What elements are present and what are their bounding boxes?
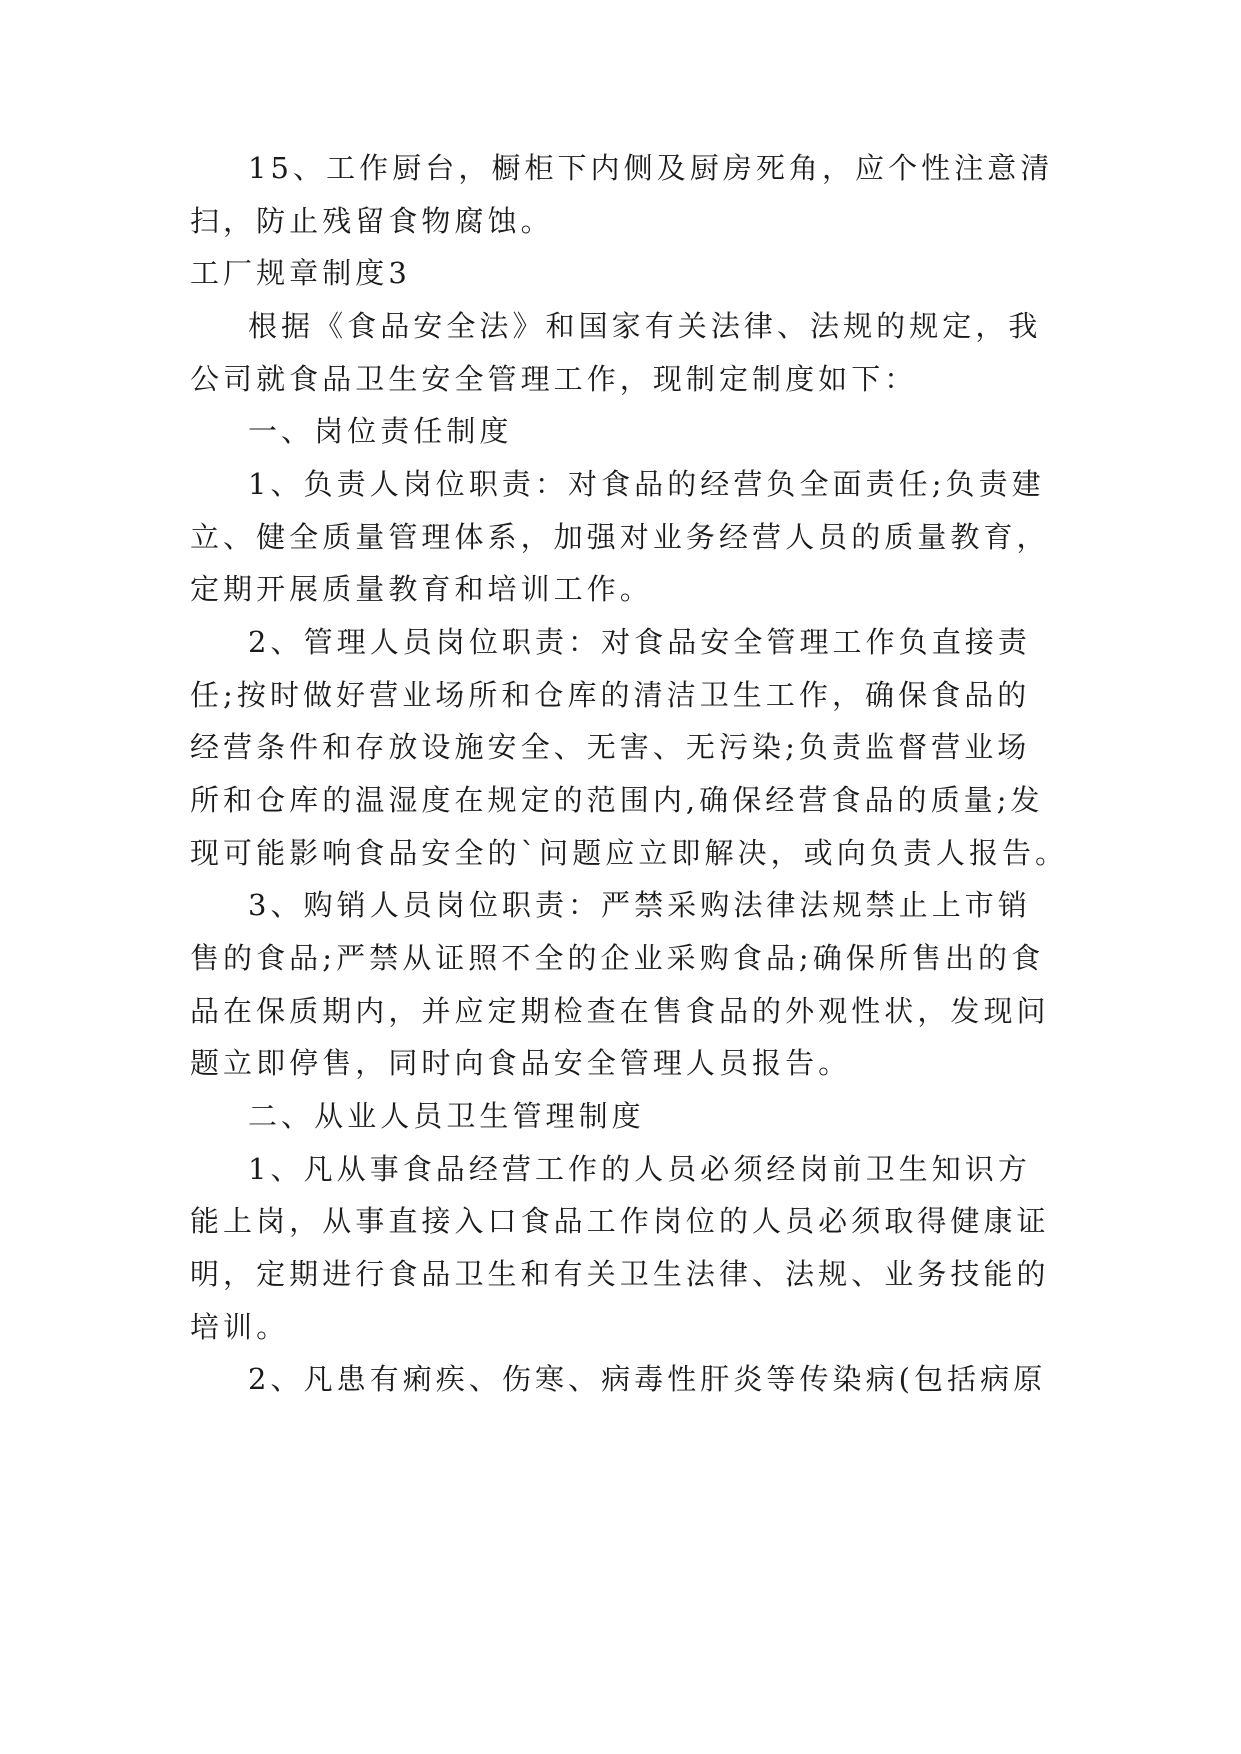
paragraph-line: 经营条件和存放设施安全、无害、无污染;负责监督营业场: [190, 730, 1031, 764]
paragraph-line: 3、购销人员岗位职责：严禁采购法律法规禁止上市销: [248, 888, 1031, 922]
section-heading: 工厂规章制度3: [190, 256, 411, 290]
paragraph-line: 1、凡从事食品经营工作的人员必须经岗前卫生知识方: [248, 1152, 1031, 1186]
paragraph-line: 明，定期进行食品卫生和有关卫生法律、法规、业务技能的: [190, 1257, 1050, 1291]
paragraph-line: 2、凡患有痢疾、伤寒、病毒性肝炎等传染病(包括病原: [248, 1362, 1047, 1396]
paragraph-line: 售的食品;严禁从证照不全的企业采购食品;确保所售出的食: [190, 941, 1045, 975]
paragraph-line: 公司就食品卫生安全管理工作，现制定制度如下：: [190, 362, 918, 396]
paragraph-line: 培训。: [190, 1310, 290, 1344]
paragraph-line: 15、工作厨台，橱柜下内侧及厨房死角，应个性注意清: [248, 151, 1054, 185]
paragraph-line: 任;按时做好营业场所和仓库的清洁卫生工作，确保食品的: [190, 678, 1031, 712]
paragraph-line: 定期开展质量教育和培训工作。: [190, 572, 653, 606]
paragraph-line: 现可能影响食品安全的`问题应立即解决，或向负责人报告。: [190, 836, 1069, 870]
paragraph-line: 能上岗，从事直接入口食品工作岗位的人员必须取得健康证: [190, 1204, 1050, 1238]
paragraph-line: 根据《食品安全法》和国家有关法律、法规的规定，我: [248, 309, 1042, 343]
paragraph-line: 2、管理人员岗位职责：对食品安全管理工作负直接责: [248, 625, 1031, 659]
paragraph-line: 品在保质期内，并应定期检查在售食品的外观性状，发现问: [190, 994, 1050, 1028]
paragraph-line: 扫，防止残留食物腐蚀。: [190, 204, 554, 238]
paragraph-line: 所和仓库的温湿度在规定的范围内,确保经营食品的质量;发: [190, 783, 1044, 817]
paragraph-line: 1、负责人岗位职责：对食品的经营负全面责任;负责建: [248, 467, 1045, 501]
subsection-heading: 二、从业人员卫生管理制度: [248, 1099, 645, 1133]
subsection-heading: 一、岗位责任制度: [248, 414, 513, 448]
paragraph-line: 题立即停售，同时向食品安全管理人员报告。: [190, 1046, 852, 1080]
paragraph-line: 立、健全质量管理体系，加强对业务经营人员的质量教育，: [190, 520, 1050, 554]
